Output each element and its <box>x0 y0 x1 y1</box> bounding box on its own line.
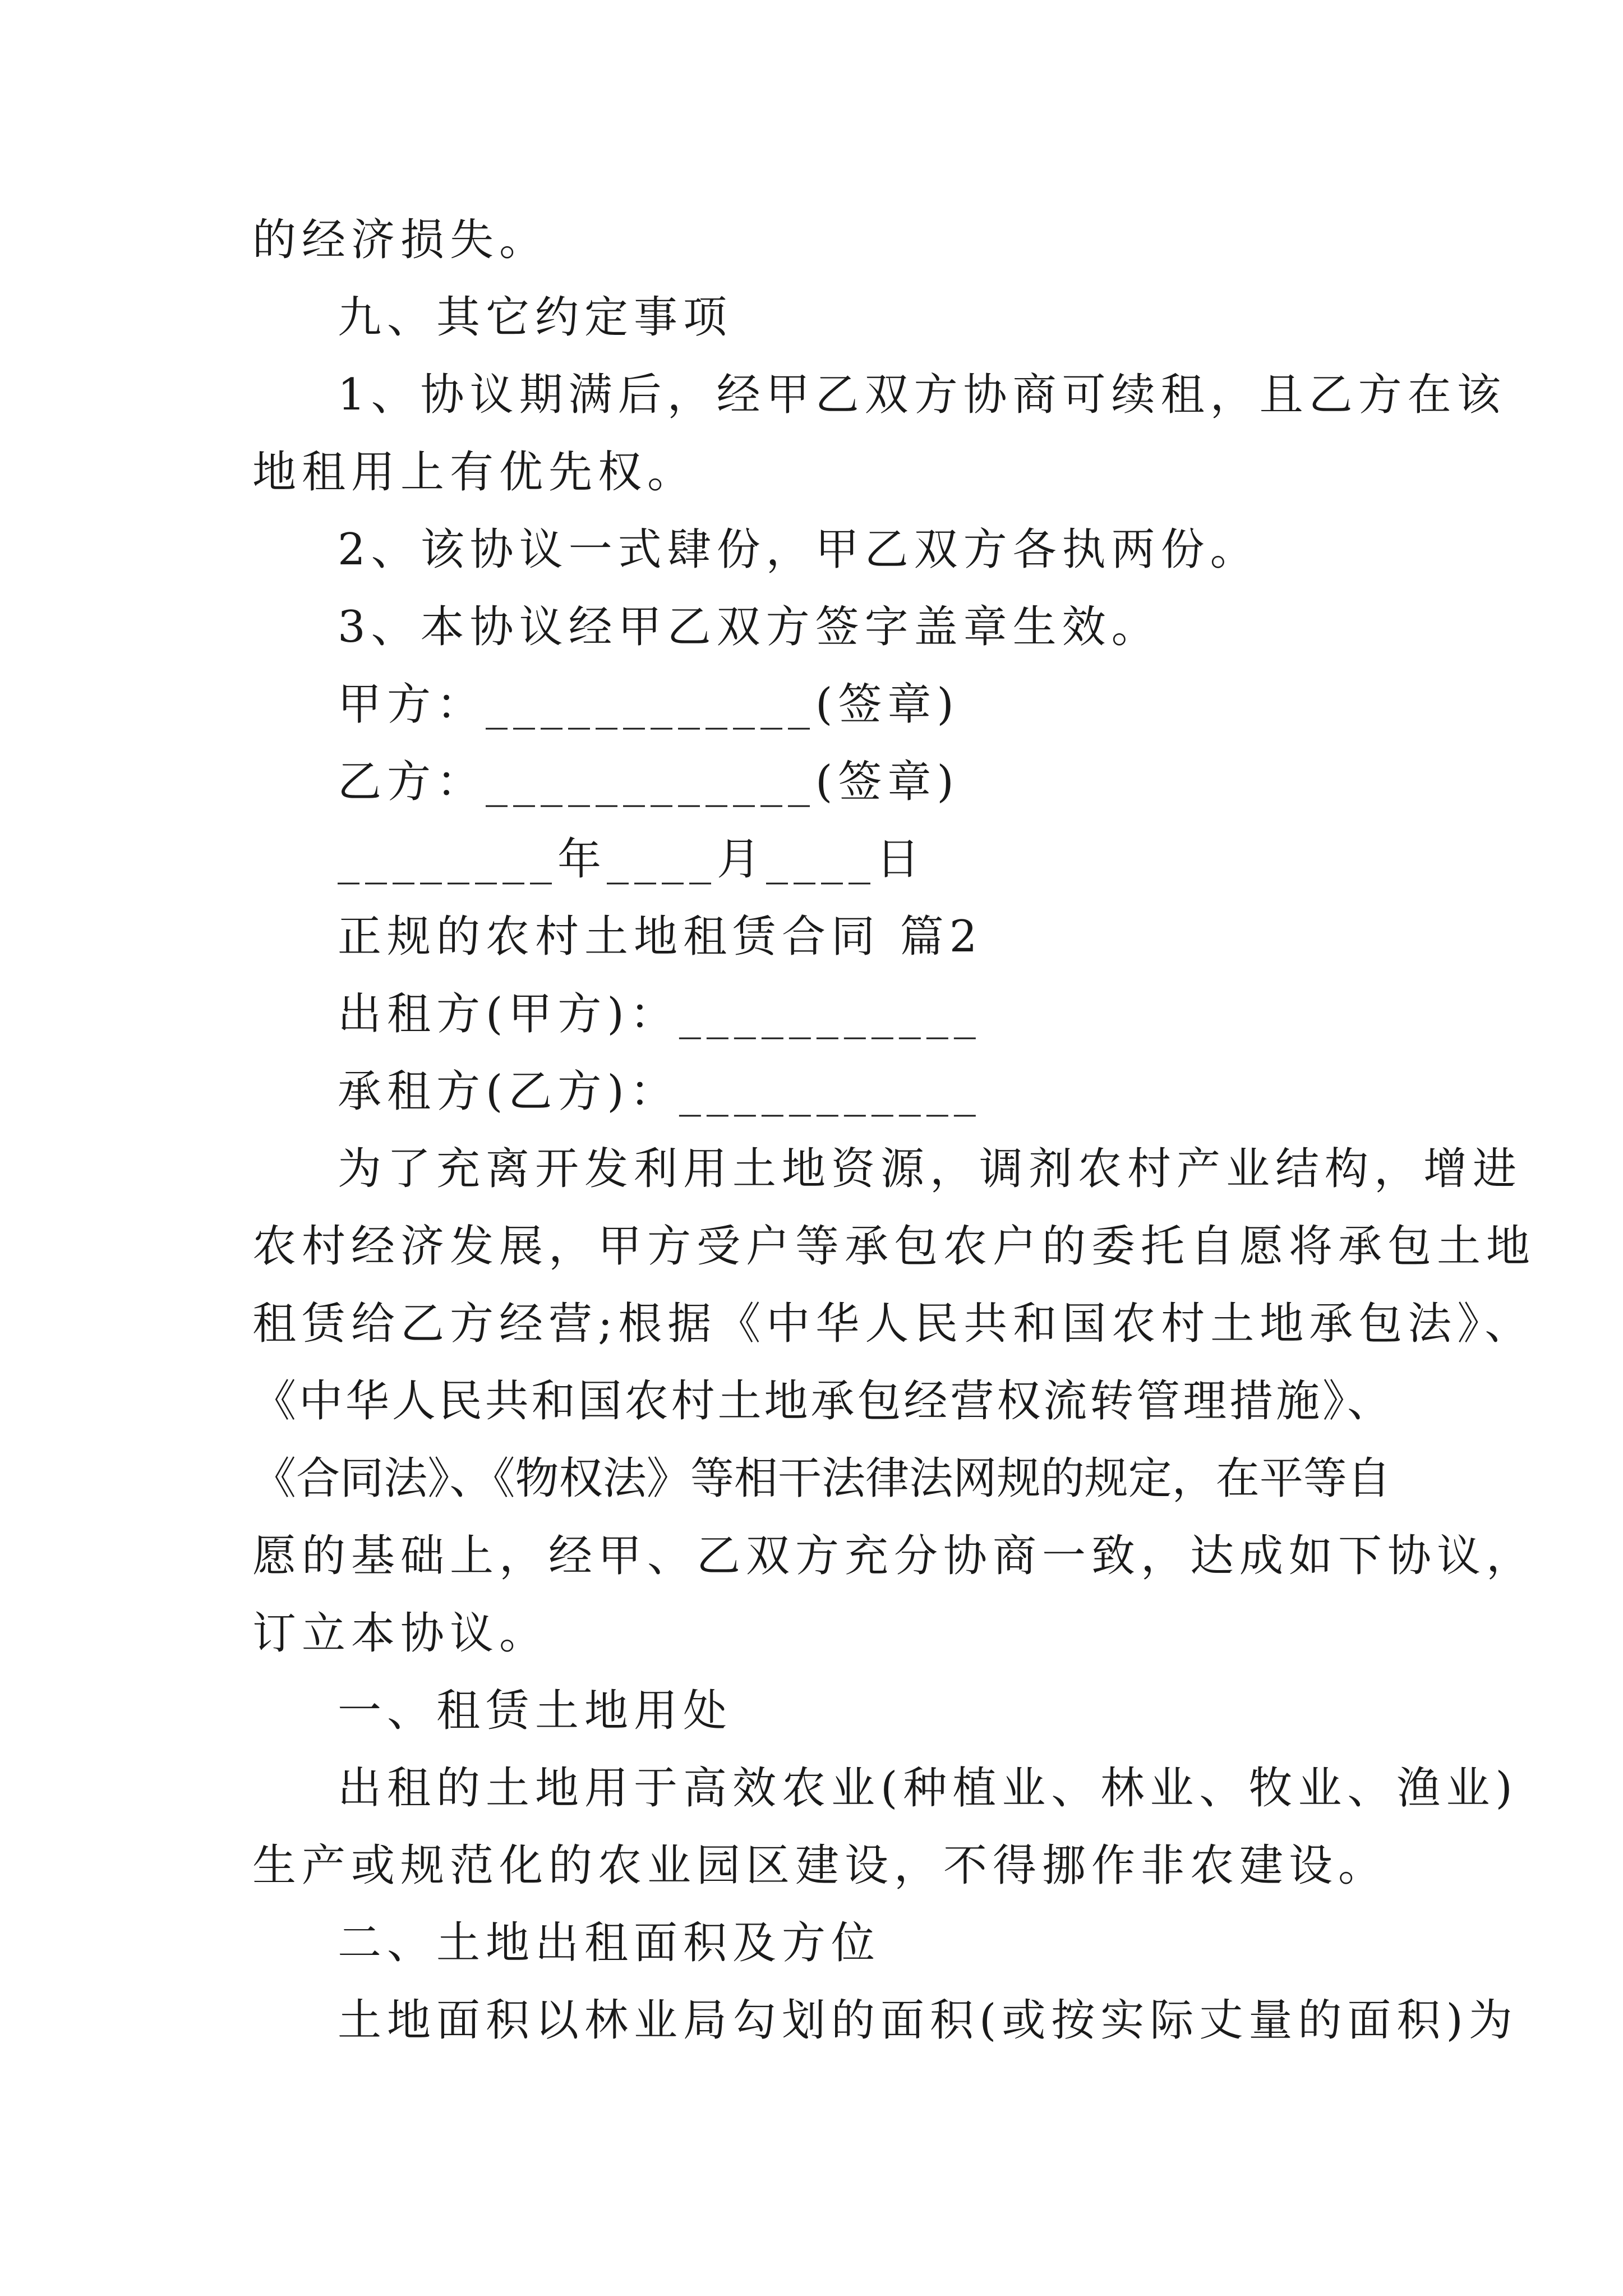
paragraph-line: 的经济损失。 <box>252 215 549 265</box>
section-heading: 一、租赁土地用处 <box>338 1686 733 1736</box>
paragraph-line: 1、协议期满后，经甲乙双方协商可续租，且乙方在该 <box>338 370 1506 420</box>
paragraph-line: 生产或规范化的农业园区建设，不得挪作非农建设。 <box>252 1841 1388 1891</box>
signature-line-party-a: 甲方：____________(签章) <box>338 679 960 730</box>
paragraph-line: 土地面积以林业局勾划的面积(或按实际丈量的面积)为 <box>338 1995 1518 2046</box>
paragraph-line: 《中华人民共和国农村土地承包经营权流转管理措施》、 <box>252 1376 1391 1427</box>
date-line: ________年____月____日 <box>338 834 926 885</box>
paragraph-line: 为了充离开发利用土地资源，调剂农村产业结构，增进 <box>338 1144 1523 1194</box>
paragraph-line: 3、本协议经甲乙双方签字盖章生效。 <box>338 602 1161 652</box>
lessor-line: 出租方(甲方)：___________ <box>338 989 981 1039</box>
section-heading: 二、土地出租面积及方位 <box>338 1918 881 1968</box>
lessee-line: 承租方(乙方)：___________ <box>338 1066 981 1117</box>
paragraph-line: 2、该协议一式肆份，甲乙双方各执两份。 <box>338 524 1260 575</box>
contract-title: 正规的农村土地租赁合同 篇2 <box>338 912 983 962</box>
paragraph-line: 地租用上有优先权。 <box>252 447 697 498</box>
paragraph-line: 出租的土地用于高效农业(种植业、林业、牧业、渔业) <box>338 1763 1518 1814</box>
paragraph-line: 租赁给乙方经营;根据《中华人民共和国农村土地承包法》、 <box>252 1299 1534 1349</box>
paragraph-line: 订立本协议。 <box>252 1608 549 1659</box>
paragraph-line: 愿的基础上，经甲、乙双方充分协商一致，达成如下协议， <box>252 1531 1536 1581</box>
paragraph-line: 农村经济发展，甲方受户等承包农户的委托自愿将承包土地 <box>252 1221 1536 1272</box>
section-heading: 九、其它约定事项 <box>338 292 733 343</box>
paragraph-line: 《合同法》、《物权法》等相干法律法网规的规定，在平等自 <box>252 1453 1391 1504</box>
signature-line-party-b: 乙方：____________(签章) <box>338 757 960 807</box>
